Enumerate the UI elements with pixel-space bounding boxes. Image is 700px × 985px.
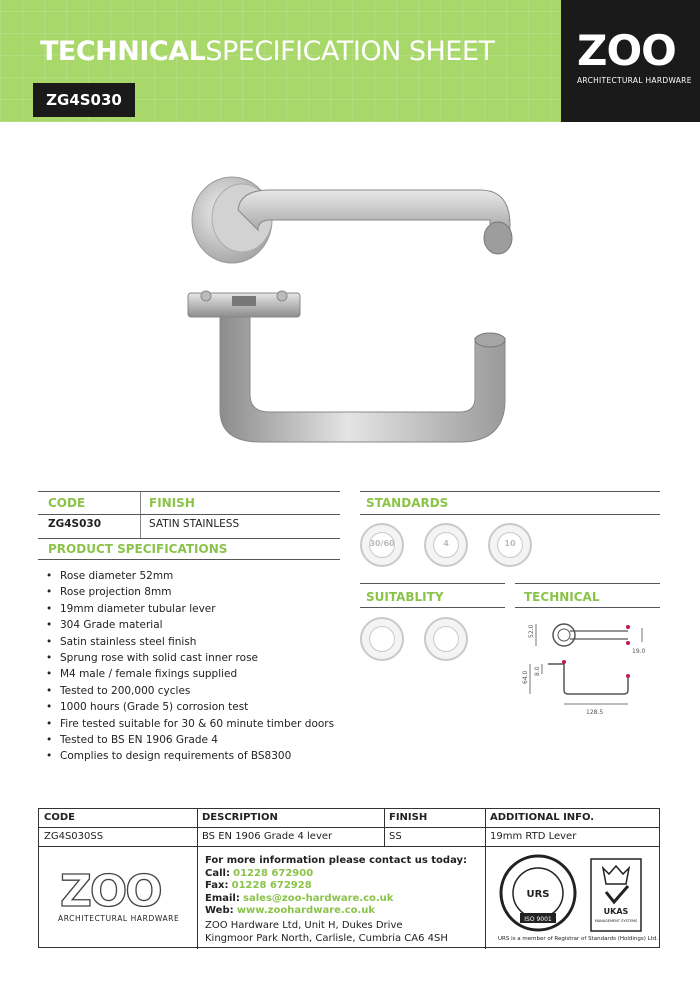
divider [197,809,198,949]
product-code-tag: ZG4S030 [33,83,135,117]
dim-rose-diameter: 52.0 [528,624,535,638]
call-label: Call: [205,867,230,879]
list-item: • 304 Grade material [46,617,334,633]
finish-label: FINISH [149,496,195,510]
suitability-label: SUITABLITY [366,590,444,604]
column-header-code: CODE [44,812,75,823]
list-item: • Rose diameter 52mm [46,568,334,584]
list-item: • M4 male / female fixings supplied [46,666,334,682]
code-label: CODE [48,496,86,510]
code-value: ZG4S030 [48,518,102,530]
divider [140,492,141,538]
list-item: • Sprung rose with solid cast inner rose [46,650,334,666]
divider [384,809,385,846]
product-specifications-label: PRODUCT SPECIFICATIONS [48,542,228,556]
svg-text:MANAGEMENT SYSTEMS: MANAGEMENT SYSTEMS [594,919,638,923]
fax-label: Fax: [205,880,229,891]
divider [38,559,340,560]
logo-subtitle: ARCHITECTURAL HARDWARE [577,76,692,85]
svg-text:URS: URS [526,889,550,900]
svg-text:UKAS: UKAS [603,907,629,916]
ukas-badge [590,858,642,932]
column-header-finish: FINISH [389,812,428,823]
footer-logo-subtitle: ARCHITECTURAL HARDWARE [58,914,180,923]
cell-description: BS EN 1906 Grade 4 lever [202,831,333,842]
divider [38,491,340,492]
standards-label: STANDARDS [366,496,449,510]
header [0,0,700,122]
zoo-logo [561,0,700,122]
list-item: • Complies to design requirements of BS8300 [46,748,334,764]
divider [39,827,659,828]
contact-block [205,855,467,918]
web-label: Web: [205,905,234,916]
urs-iso-9001-seal [498,853,578,933]
divider [38,514,340,515]
lever-handle-image [180,150,520,470]
technical-drawing [512,612,662,720]
address-line: Kingmoor Park North, Carlisle, Cumbria CA6 4SH [205,932,448,944]
phone-number[interactable]: 01228 672900 [233,867,314,879]
commercial-icon [424,617,468,661]
dim-projection: 64.0 [522,670,529,684]
cert-caption: URS is a member of Registrar of Standards (Holdings) Ltd. [498,936,659,942]
divider [515,607,660,608]
domestic-icon [360,617,404,661]
column-header-description: DESCRIPTION [202,812,278,823]
fax-number: 01228 672928 [231,880,312,891]
svg-text:ISO 9001: ISO 9001 [524,916,552,923]
cell-code: ZG4S030SS [44,831,104,842]
dim-rose-projection: 8.0 [534,666,541,676]
list-item: • 19mm diameter tubular lever [46,601,334,617]
list-item: • Tested to 200,000 cycles [46,683,334,699]
fire-test-icon: 30/60 [360,523,404,567]
svg-text:ZOO: ZOO [60,868,161,910]
logo-text: ZOO [577,26,676,75]
divider [360,491,660,492]
website-link[interactable]: www.zoohardware.co.uk [236,905,376,916]
contact-heading: For more information please contact us today: [205,855,468,866]
list-item: • Fire tested suitable for 30 & 60 minute timber doors [46,716,334,732]
divider [38,538,340,539]
divider [39,846,659,847]
email-link[interactable]: sales@zoo-hardware.co.uk [243,892,394,904]
address-line: ZOO Hardware Ltd, Unit H, Dukes Drive [205,920,403,931]
divider [360,514,660,515]
divider [485,809,486,949]
cell-finish: SS [389,831,402,842]
technical-label: TECHNICAL [524,590,600,604]
10-year-guarantee-icon: 10 [488,523,532,567]
bs-en-1906-grade-4-icon: 4 [424,523,468,567]
specification-list [46,568,334,765]
divider [515,583,660,584]
footer-zoo-logo [58,868,162,910]
dim-lever-length: 128.5 [586,709,604,716]
dim-lever-diameter: 19.0 [632,648,646,655]
list-item: • 1000 hours (Grade 5) corrosion test [46,699,334,715]
email-label: Email: [205,892,240,904]
divider [360,583,505,584]
address-block [205,920,448,945]
column-header-additional-info: ADDITIONAL INFO. [490,812,595,823]
list-item: • Satin stainless steel finish [46,634,334,650]
list-item: • Tested to BS EN 1906 Grade 4 [46,732,334,748]
finish-value: SATIN STAINLESS [149,518,240,530]
page-title: TECHNICALSPECIFICATION SHEET [40,36,495,67]
divider [360,607,505,608]
list-item: • Rose projection 8mm [46,584,334,600]
cell-additional-info: 19mm RTD Lever [490,831,577,842]
